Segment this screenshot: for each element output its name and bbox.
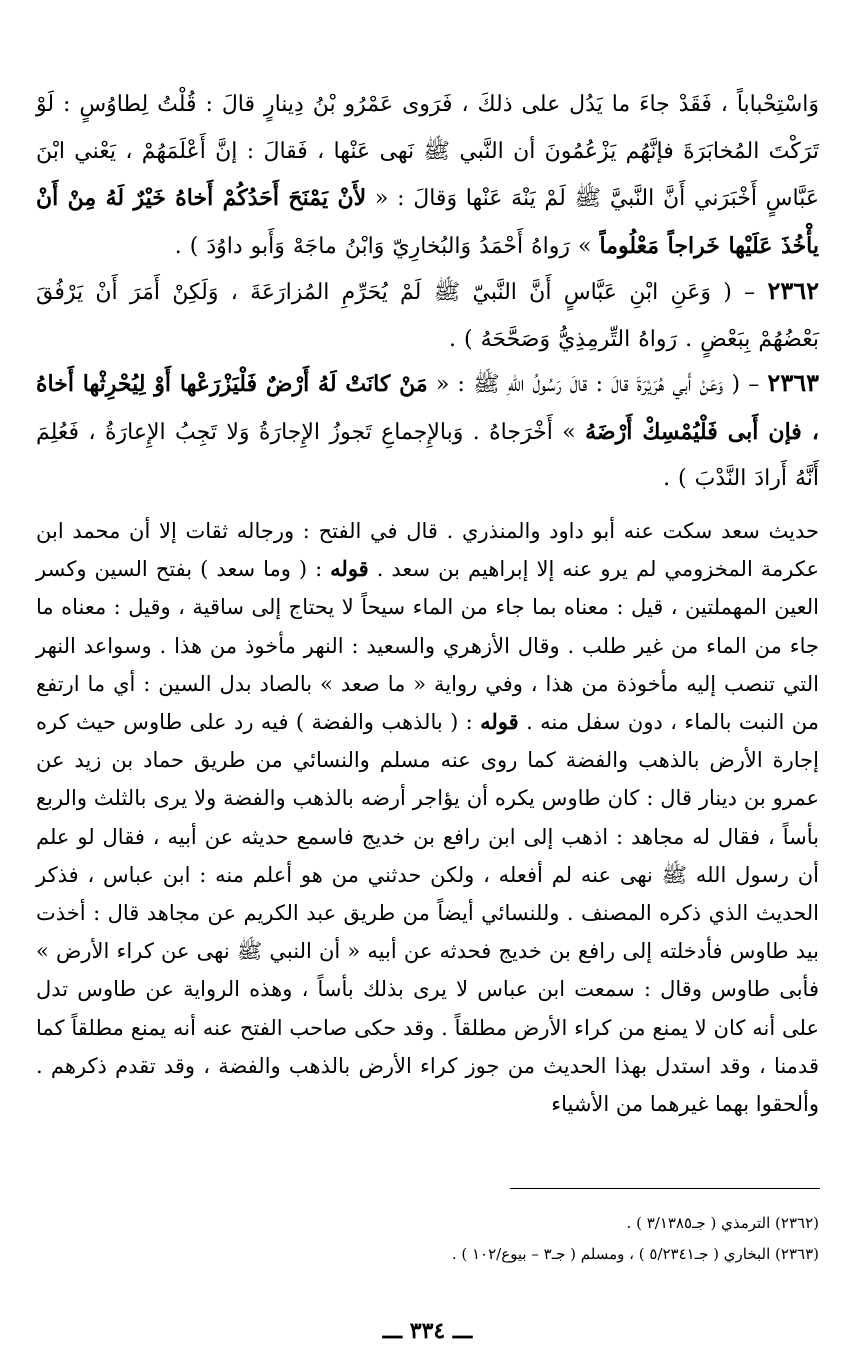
hadith-paragraph <box>36 268 819 363</box>
commentary-text: : ( وما سعد ) بفتح السين وكسر العين المهملتين ، قيل : معناه بما جاء من الماء سيحاً لا يحتاج إلى ساقية ، وقيل : معناه ما جاء من الماء من غير طلب . وقال الأزهري والسعيد : النهر مأخوذ من هذا . وسواعد النهر التي تنصب إليه مأخوذة من هذا ، وفي رواية « ما صعد » بالصاد بدل السين : أي ما ارتفع من النبت بالماء ، دون سفل منه . <box>36 557 819 735</box>
commentary-block <box>36 512 819 1123</box>
hadith-number: ٢٣٦٣ <box>767 368 819 397</box>
footnote-2363: (٢٣٦٣) البخاري ( جـ٥/٢٣٤١ ) ، ومسلم ( جـ٣ – بيوع/١٠٢ ) . <box>451 1245 819 1263</box>
keyword-qawluh: قوله <box>480 709 519 735</box>
hadith-paragraph <box>36 82 819 270</box>
prophetic-saying-bold: مَنْ كانَتْ لَهُ أَرْضٌ فَلْيَزْرَعْها أَوْ لِيُحْرِثْها أَخاهُ ، فإن أَبى فَلْيُمْسِكْ أَرْضَهُ <box>36 371 819 445</box>
footnote-divider <box>510 1188 820 1189</box>
commentary-text: حديث سعد سكت عنه أبو داود والمنذري . قال في الفتح : ورجاله ثقات إلا أن محمد ابن عكرمة المخزومي لم يرو عنه إلا إبراهيم بن سعد . <box>36 519 820 582</box>
footnote-2362: (٢٣٦٢) الترمذي ( جـ٣/١٣٨٥ ) . <box>626 1214 819 1232</box>
hadith-2362 <box>36 268 819 363</box>
commentary-paragraph <box>36 512 819 1123</box>
hadith-text: – ( وَعَنِ ابْنِ عَبَّاسٍ أَنَّ النَّبيّ ﷺ لَمْ يُحَرِّمِ المُزارَعَةَ ، وَلَكِنْ أَمَرَ أَنْ يَرْفُقَ بَعْضُهُمْ بِبَعْضٍ . رَواهُ التِّرمِذِيُّ وَصَحَّحَهُ ) . <box>36 280 819 352</box>
hadith-text-tail: » رَواهُ أَحْمَدُ وَالبُخارِيّ وَابْنُ ماجَهْ وَأَبو داوُدَ ) . <box>174 233 600 259</box>
hadith-text-tail: » أَخْرَجاهُ . وَبالإِجماعِ تَجوزُ الإِجارَةُ وَلا تَجِبُ الإِعارَةُ ، فَعُلِمَ أَنَّهُ أَرادَ النَّدْبَ ) . <box>36 419 819 491</box>
hadith-paragraph <box>36 360 819 503</box>
hadith-text: وَاسْتِحْباباً ، فَقَدْ جاءَ ما يَدُل على ذلكَ ، فَرَوى عَمْرُو بْنُ دِينارٍ قالَ : قُلْتُ لِطاوُسٍ : لَوْ تَرَكْتَ المُخابَرَةَ فإنَّهُم يَزْعُمُونَ أن النَّبي ﷺ نَهى عَنْها ، فَقالَ : إنَّ أَعْلَمَهُمْ ، يَعْني ابْنَ عَبَّاسٍ أَخْبَرَني أَنَّ النَّبيَّ ﷺ لَمْ يَنْهَ عَنْها وَقالَ : « <box>36 92 819 211</box>
keyword-qawluh: قوله <box>330 556 369 582</box>
commentary-text: : ( بالذهب والفضة ) فيه رد على طاوس حيث كره إجارة الأرض بالذهب والفضة كما روى عنه مسلم والنسائي من طريق حماد بن زيد عن عمرو بن دينار قال : كان طاوس يكره أن يؤاجر أرضه بالذهب والفضة ولا يرى بالثلث والربع بأساً ، فقال له مجاهد : اذهب إلى ابن رافع بن خديج فاسمع حديثه عن أبيه ، فقال لو علم أن رسول الله ﷺ نهى عنه لم أفعله ، ولكن حدثني من هو أعلم منه : ابن عباس ، فذكر الحديث الذي ذكره المصنف . وللنسائي أيضاً من طريق عبد الكريم عن مجاهد قال : أخذت بيد طاوس فأدخلته إلى رافع بن خديج فحدثه عن أبيه « أن النبي ﷺ نهى عن كراء الأرض » فأبى طاوس وقال : سمعت ابن عباس لا يرى بذلك بأساً ، وهذه الرواية عن طاوس تدل على أنه كان لا يمنع من كراء الأرض مطلقاً . وقد حكى صاحب الفتح عنه أنه يمنع مطلقاً كما قدمنا ، وقد استدل بهذا الحديث من جوز كراء الأرض بالذهب والفضة ، وقد تقدم ذكرهم . وألحقوا بهما غيرهما من الأشياء <box>36 710 819 1117</box>
hadith-block-continued <box>36 82 819 270</box>
hadith-2363 <box>36 360 819 503</box>
prophetic-saying-bold: لأَنْ يَمْنَحَ أَحَدُكُمْ أَخاهُ خَيْرٌ لَهُ مِنْ أَنْ يأْخُذَ عَلَيْها خَراجاً مَعْلُوماً <box>36 185 819 259</box>
hadith-text: – ( وَعَنْ أَبي هُرَيْرَةَ قالَ : قالَ رَسُولُ اللهِ ﷺ : « <box>427 372 768 397</box>
hadith-number: ٢٣٦٢ <box>767 276 819 305</box>
page-number: ـــ ٣٣٤ ـــ <box>382 1318 473 1344</box>
